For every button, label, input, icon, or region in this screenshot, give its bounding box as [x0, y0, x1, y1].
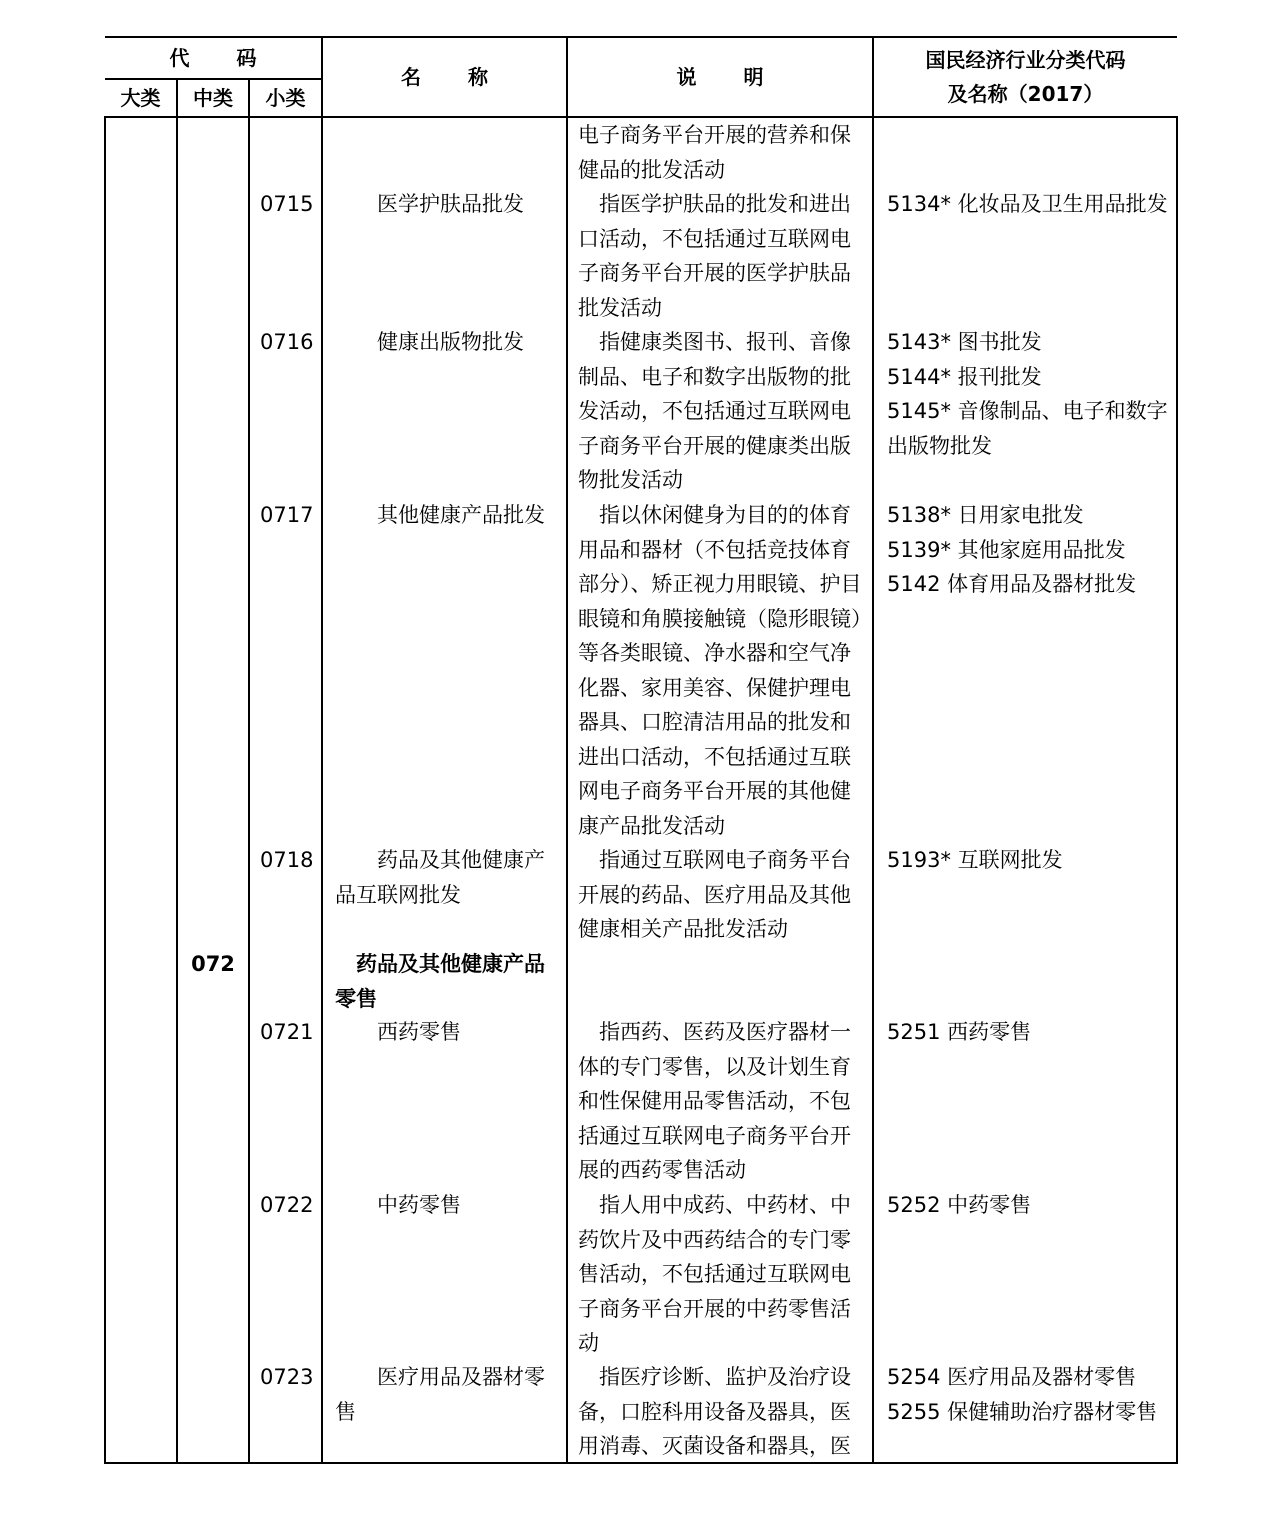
table-body-row	[105, 117, 1177, 1463]
ref-0722-line1: 5252 中药零售	[887, 1193, 1032, 1217]
desc-0717: 指以休闲健身为目的的体育用品和器材（不包括竞技体育部分）、矫正视力用眼镜、护目眼镜和角膜接触镜（隐形眼镜）等各类眼镜、净水器和空气净化器、家用美容、保健护理电器具、口腔清洁用品的批发和进出口活动，不包括通过互联网电子商务平台开展的其他健康产品批发活动	[578, 503, 862, 838]
mid-code-072: 072	[191, 952, 235, 976]
ref-0717-line1: 5138* 日用家电批发	[887, 503, 1084, 527]
ref-0723-line2: 5255 保健辅助治疗器材零售	[887, 1399, 1158, 1424]
desc-0722: 指人用中成药、中药材、中药饮片及中西药结合的专门零售活动，不包括通过互联网电子商务平台开展的中药零售活动	[578, 1193, 851, 1355]
ref-0717-line2: 5139* 其他家庭用品批发	[887, 537, 1126, 562]
header-mid: 中类	[177, 79, 249, 117]
ref-column	[873, 117, 1177, 1463]
ref-0716-line1: 5143* 图书批发	[887, 330, 1042, 354]
name-column	[322, 117, 567, 1463]
name-0718: 药品及其他健康产品互联网批发	[335, 848, 545, 907]
minor-code-0723: 0723	[260, 1365, 314, 1389]
minor-code-0721: 0721	[260, 1020, 314, 1044]
minor-code-0716: 0716	[260, 330, 314, 354]
minor-code-0715: 0715	[260, 192, 314, 216]
name-0717: 其他健康产品批发	[377, 503, 545, 527]
name-0723: 医疗用品及器材零售	[335, 1365, 545, 1424]
ref-0722	[874, 1188, 1176, 1223]
ref-0717-line3: 5142 体育用品及器材批发	[887, 572, 1137, 596]
name-0721: 西药零售	[377, 1020, 461, 1044]
desc-0718: 指通过互联网电子商务平台开展的药品、医疗用品及其他健康相关产品批发活动	[578, 848, 851, 941]
ref-0718	[874, 843, 1176, 878]
header-desc: 说 明	[567, 37, 873, 117]
classification-table-wrapper	[104, 36, 1176, 1462]
desc-0715: 指医学护肤品的批发和进出口活动，不包括通过互联网电子商务平台开展的医学护肤品批发活动	[578, 192, 851, 320]
ref-0716-line3: 5145* 音像制品、电子和数字出版物批发	[887, 399, 1168, 458]
header-major: 大类	[105, 79, 177, 117]
header-row-1	[105, 37, 1177, 79]
mid-column	[177, 117, 249, 1463]
header-ref-line2: 及名称（2017）	[947, 82, 1104, 106]
name-0722: 中药零售	[377, 1193, 461, 1217]
industry-classification-table	[104, 36, 1178, 1464]
ref-0721-line1: 5251 西药零售	[887, 1020, 1032, 1044]
desc-0721: 指西药、医药及医疗器材一体的专门零售，以及计划生育和性保健用品零售活动，不包括通过互联网电子商务平台开展的西药零售活动	[578, 1020, 851, 1182]
major-column	[105, 117, 177, 1463]
minor-code-0722: 0722	[260, 1193, 314, 1217]
minor-code-0718: 0718	[260, 848, 314, 872]
minor-code-0717: 0717	[260, 503, 314, 527]
desc-continued: 电子商务平台开展的营养和保健品的批发活动	[578, 123, 851, 182]
ref-0721	[874, 1015, 1176, 1050]
header-name: 名 称	[322, 37, 567, 117]
ref-0723	[874, 1360, 1176, 1429]
ref-0716-line2: 5144* 报刊批发	[887, 364, 1042, 389]
header-minor: 小类	[249, 79, 322, 117]
name-0715: 医学护肤品批发	[377, 192, 524, 216]
desc-0716: 指健康类图书、报刊、音像制品、电子和数字出版物的批发活动，不包括通过互联网电子商务平台开展的健康类出版物批发活动	[578, 330, 851, 492]
desc-0723: 指医疗诊断、监护及治疗设备，口腔科用设备及器具，医用消毒、灭菌设备和器具，医	[578, 1365, 851, 1458]
ref-0716	[874, 325, 1176, 463]
desc-column	[567, 117, 873, 1463]
ref-0723-line1: 5254 医疗用品及器材零售	[887, 1365, 1137, 1389]
name-0716: 健康出版物批发	[377, 330, 524, 354]
name-072: 药品及其他健康产品零售	[335, 952, 545, 1011]
header-ref-line1: 国民经济行业分类代码	[925, 48, 1126, 72]
ref-0718-line1: 5193* 互联网批发	[887, 848, 1063, 872]
minor-column	[249, 117, 322, 1463]
ref-0717	[874, 498, 1176, 602]
ref-0715	[874, 187, 1176, 222]
ref-0715-line1: 5134* 化妆品及卫生用品批发	[887, 192, 1168, 216]
header-ref	[873, 37, 1177, 117]
header-code-group: 代 码	[105, 37, 322, 79]
